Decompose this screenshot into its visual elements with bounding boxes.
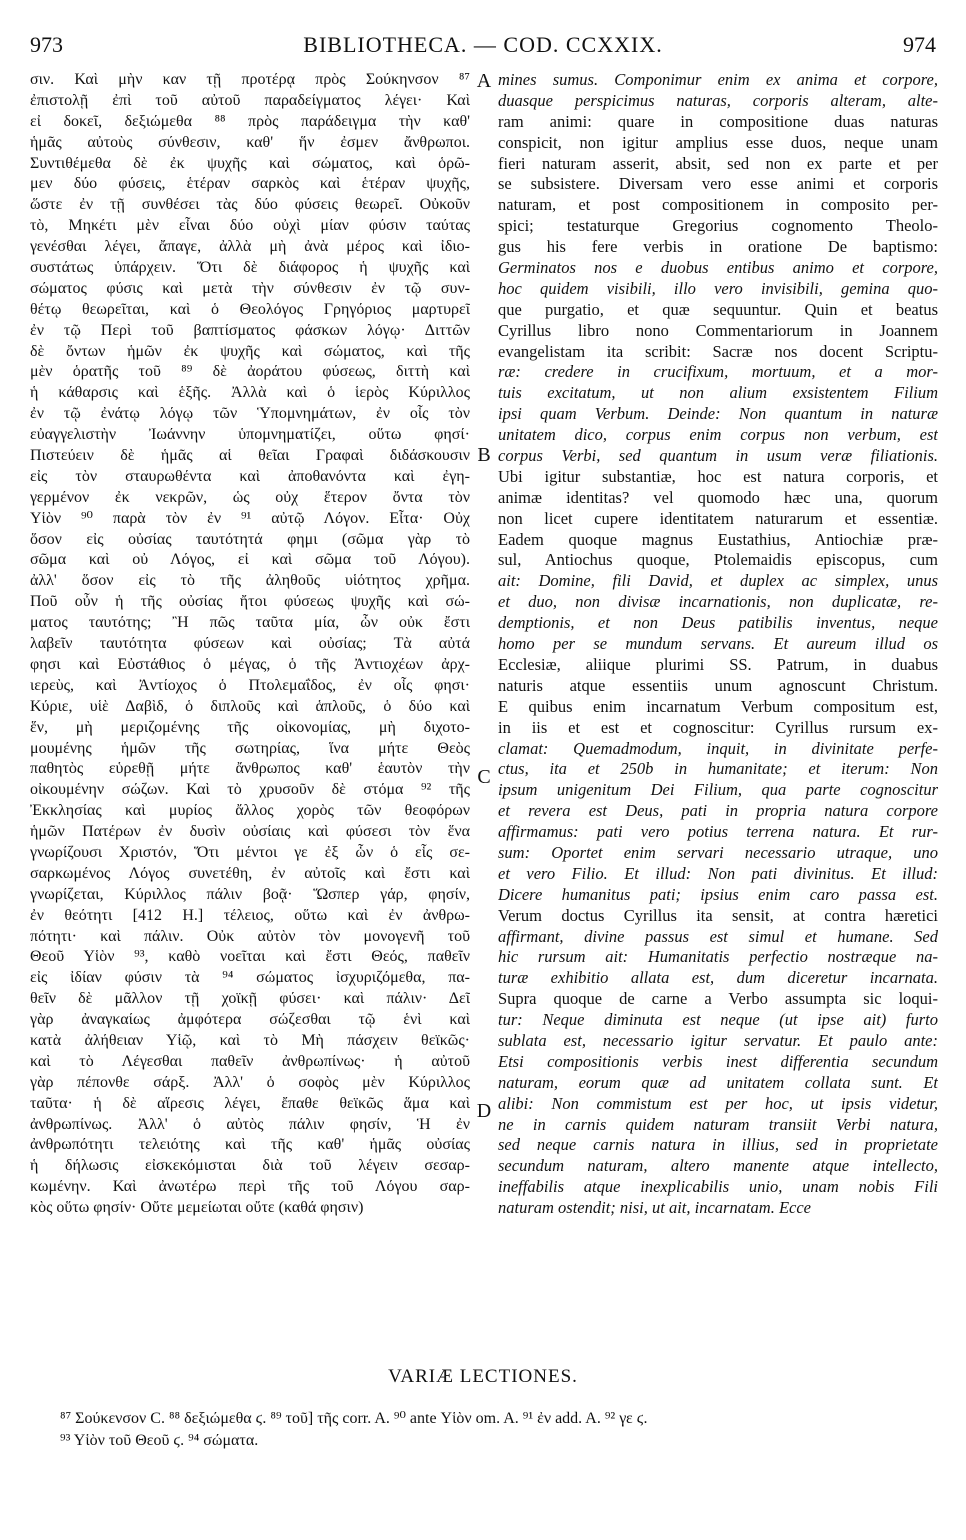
greek-text-line: θέτῳ θεωρεῖται, καὶ ὁ Θεολόγος Γρηγόριος μαρτυρεῖ: [30, 300, 470, 318]
greek-text-line: σαρκωμένος Λόγος συνετέθη, ἐν αὐτοῖς καὶ ἔστι καὶ: [30, 864, 470, 882]
greek-text-line: ὅσον εἰς οὐσίας ταυτότητά φημι (σῶμα γὰρ τὸ: [30, 530, 470, 548]
latin-text-line: Verum doctus Cyrillus ita sensit, at contra hæretici: [498, 905, 938, 925]
latin-text-line: ne in carnis quidem naturam transiit Verbi natura,: [498, 1114, 938, 1134]
greek-text-line: μουμένης ἡμῶν τῆς σωτηρίας, ἵνα μήτε Θεὸς: [30, 739, 470, 757]
greek-text-line: τὸ, Μηκέτι μὲν εἶναι δύο οὐχὶ μίαν φύσιν ταύτας: [30, 217, 470, 235]
latin-text-line: ctus, ita et 250b in humanitate; et iterum: Non: [498, 759, 938, 779]
greek-text-line: καὶ τὸ Λέγεσθαι παθεῖν ἀνθρωπίνως· ἡ αὐτοῦ: [30, 1052, 470, 1070]
page-number-right: 974: [903, 32, 936, 57]
greek-text-line: κατὰ ἀλήθειαν Υἱῷ, καὶ τὸ Μὴ πάσχειν θεϊκῶς·: [30, 1031, 470, 1049]
greek-column: [30, 70, 470, 1219]
latin-text-line: Ecclesiæ, aliique plurimi SS. Patrum, in duabus: [498, 654, 938, 674]
margin-letter-b: B: [477, 444, 491, 466]
latin-text-line: Supra quoque de carne a Verbo assumpta sic loqui-: [498, 989, 938, 1009]
greek-text-line: γὰρ πέπονθε σάρξ. Ἀλλ' ὁ σοφὸς μὲν Κύριλλος: [30, 1073, 470, 1091]
latin-text-line: hic rursum ait: Humanitatis perfectio nostræque na-: [498, 947, 938, 967]
variae-lectiones-title: VARIÆ LECTIONES.: [388, 1366, 578, 1387]
greek-text-line: ἐν θεότητι [412 H.] τέλειος, οὕτω καὶ ἐν ἀνθρω-: [30, 906, 470, 924]
greek-text-line: ἡ κάθαρσις καὶ ἑξῆς. Ἀλλὰ καὶ ὁ ἱερὸς Κύριλλος: [30, 384, 470, 402]
page-header: [30, 30, 936, 60]
latin-text-line: homo per se mundum servans. Et aureum illud os: [498, 634, 938, 654]
greek-text-line: Κύριε, υἱὲ Δαβὶδ, ὁ διπλοῦς καὶ ἁπλοῦς, ὁ δύο καὶ: [30, 697, 470, 715]
latin-text-line: corpus Verbi, sed quantum in usum veræ filiationis.: [498, 446, 938, 466]
latin-text-line: mines sumus. Componimur enim ex anima et corpore,: [498, 70, 938, 89]
latin-text-line: unitatem dico, corpus enim corpus non verbum, est: [498, 425, 938, 445]
latin-text-line: tuis excitatum, ut non alium exsistentem Filium: [498, 383, 938, 403]
greek-text-line: Ἐκκλησίας καὶ μυρίος ἄλλος χορὸς τῶν θεοφόρων: [30, 802, 470, 820]
margin-letter-c: C: [477, 766, 491, 788]
latin-text-line: que purgatio, et quæ sequuntur. Quin et beatus: [498, 299, 938, 319]
greek-text-line: Ποῦ οὖν ἡ τῆς οὐσίας ἤτοι φύσεως ψυχῆς καὶ σώ-: [30, 593, 470, 611]
greek-text-line: μὲν ὁρατῆς τοῦ ⁸⁹ δὲ ἀοράτου φύσεως, διττὴ καὶ: [30, 363, 470, 381]
greek-text-line: γερμένον ἐκ νεκρῶν, ὡς οὐχ ἕτερον ὄντα τὸν: [30, 488, 470, 506]
greek-text-line: κωμένην. Καὶ ἀνωτέρω περὶ τῆς τοῦ Λόγου σαρ-: [30, 1178, 470, 1196]
latin-text-line: ineffabilis atque inexplicabilis unio, unam nobis Fili: [498, 1177, 938, 1197]
greek-text-line: ἡμᾶς αὐτοὺς σύνθεσιν, καθ' ἥν ἐσμεν ἄνθρωποι.: [30, 133, 470, 151]
latin-text-line: evangelistam ita scribit: Sacræ nos docent Scriptu-: [498, 341, 938, 361]
margin-letter-a: A: [476, 70, 492, 92]
latin-text-line: Eadem quoque magnus Eustathius, Antiochiæ præ-: [498, 529, 938, 549]
latin-text-line: Germinatos nos e duobus entibus animo et corpore,: [498, 258, 938, 278]
greek-text-line: ταῦτα· ἡ δὲ αἵρεσις λέγει, ἔπαθε θεϊκῶς ἅμα καὶ: [30, 1094, 470, 1112]
greek-text-line: εἰς τὸν σταυρωθέντα καὶ ἀποθανόντα καὶ ἐγη-: [30, 467, 470, 485]
latin-text-line: gus his fere verbis in oratione De baptismo:: [498, 237, 938, 257]
latin-text-line: ipsi quam Verbum. Deinde: Non quantum in naturæ: [498, 404, 938, 424]
latin-text-line: turæ exhibitio allata est, dum diceretur incarnata.: [498, 968, 938, 988]
running-title: BIBLIOTHECA. — COD. CCXXIX.: [303, 32, 663, 57]
greek-text-line: ἐπιστολῇ ἐπὶ τοῦ αὐτοῦ παραδείγματος λέγει· Καὶ: [30, 91, 470, 109]
margin-letter-d: D: [476, 1100, 492, 1122]
greek-text-line: ὥστε ἐν τῇ συνθέσει τὰς δύο φύσεις θεωρεῖ. Οὐκοῦν: [30, 196, 470, 214]
latin-text-line: sum: Oportet enim servari necessario utraque, uno: [498, 842, 938, 862]
greek-text-line: ἀνθρωπότητι τελειότης καὶ τῆς καθ' ἡμᾶς οὐσίας: [30, 1136, 470, 1154]
greek-text-line: θεῖν δὲ μᾶλλον τῇ χοϊκῇ φύσει· καὶ πάλιν· Δεῖ: [30, 990, 470, 1008]
latin-text-line: fieri naturam asserit, absit, sed non ex parte et per: [498, 153, 938, 173]
greek-text-line: γνωρίζουσι Χριστόν, Ὅτι μέντοι γε ἐξ ὧν ὁ εἷς σε-: [30, 843, 470, 861]
greek-text-line: ματος ταυτότης; Ἢ πῶς ταῦτα μία, ὧν οὐκ ἔστι: [30, 614, 470, 632]
greek-text-line: λαβεῖν ταυτότητα φύσεων καὶ οὐσίας; Τὰ αὐτά: [30, 635, 470, 653]
latin-text-line: clamat: Quemadmodum, inquit, in divinitate perfe-: [498, 738, 938, 758]
greek-text-line: Πιστεύειν δὲ ἡμᾶς αἱ θεῖαι Γραφαὶ διδάσκουσιν: [30, 447, 470, 465]
latin-text-line: se subsistere. Diversam vero esse animi et corporis: [498, 174, 938, 194]
latin-text-line: in iis et est et cognoscitur: Cyrillus rursum ex-: [498, 717, 938, 737]
greek-text-line: Υἱὸν ⁹⁰ παρὰ τὸν ἐν ⁹¹ αὐτῷ Λόγον. Εἶτα· Οὐχ: [30, 509, 470, 527]
greek-text-line: φησι καὶ Εὐστάθιος ὁ μέγας, ὁ τῆς Ἀντιοχέων ἀρχ-: [30, 655, 470, 673]
greek-text-line: μεν δύο φύσεις, ἑτέραν σαρκὸς καὶ ἑτέραν ψυχῆς,: [30, 175, 470, 193]
greek-text-line: σῶμα καὶ οὐ Λόγος, εἰ καὶ σῶμα τοῦ Λόγου).: [30, 551, 470, 569]
latin-text-line: demptionis, et non Deus patibilis inventus, neque: [498, 613, 938, 633]
latin-text-line: duasque perspicimus naturas, corporis alteram, alte-: [498, 90, 938, 110]
latin-text-line: naturam, et post compositionem in composito per-: [498, 195, 938, 215]
greek-text-line: σιν. Καὶ μὴν καν τῇ προτέρᾳ πρὸς Σούκηνσον ⁸⁷: [30, 71, 470, 88]
latin-text-line: ram animi: quare in compositione duas naturas: [498, 111, 938, 131]
latin-text-line: tur: Neque diminuta est neque (ut ipse ait) furto: [498, 1010, 938, 1030]
latin-text-line: sed neque carnis natura in illius, sed in proprietate: [498, 1135, 938, 1155]
greek-text-line: ἡ δήλωσις εἰσκεκόμισται διὰ τοῦ λέγειν σεσαρ-: [30, 1157, 470, 1175]
latin-text-line: affirmamus: pati vero potius terrena natura. Et rur-: [498, 822, 938, 842]
greek-text-line: εἰ δοκεῖ, δεξιώμεθα ⁸⁸ πρὸς παράδειγμα τὴν καθ': [30, 112, 470, 130]
latin-text-line: Etsi compositionis verbis inest differentia secundum: [498, 1051, 938, 1071]
greek-text-line: γενέσθαι λέγει, ἄπαγε, ἀλλὰ μὴ ἀνὰ μέρος καὶ ἰδιο-: [30, 238, 470, 256]
latin-text-line: affirmant, divine passus est simul et humane. Sed: [498, 926, 938, 946]
latin-text-line: secundum naturam, altero manente atque intellecto,: [498, 1156, 938, 1176]
greek-text-line: πότητι· καὶ πάλιν. Οὐκ αὐτὸν τὸν μονογενῆ τοῦ: [30, 927, 470, 945]
greek-text-line: συστάτως ὑπάρχειν. Ὅτι δὲ διάφορος ἡ ψυχῆς καὶ: [30, 259, 470, 277]
greek-text-line: γνωρίζεται, Κύριλλος πάλιν βοᾷ· Ὥσπερ γάρ, φησίν,: [30, 885, 470, 903]
latin-text-line: spici; testaturque Gregorius cognomento Theolo-: [498, 216, 938, 236]
greek-text-line: σώματος φύσις καὶ μετὰ τὴν σύνθεσιν ἐν τῷ συν-: [30, 279, 470, 297]
latin-text-line: ræ: credere in crucifixum, mortuum, et a mor-: [498, 362, 938, 382]
greek-text-line: γὰρ ἀναγκαίως ἀμφότερα σώζεσθαι τῷ ἑνὶ καὶ: [30, 1011, 470, 1029]
latin-text-line: conspicit, non igitur amplius esse duos, neque unam: [498, 132, 938, 152]
greek-text-line: ἐν τῷ ἐνάτῳ λόγῳ τῶν Ὑπομνημάτων, ἐν οἷς τὸν: [30, 405, 470, 423]
latin-text-line: animæ identitas? vel quomodo hæc una, quorum: [498, 487, 938, 507]
latin-text-line: Dicere humanitus pati; ipsius enim caro passa est.: [498, 884, 938, 904]
greek-text-line: ἡμῶν Πατέρων ἐν δυσὶν οὐσίαις καὶ φύσεσι τὸν ἕνα: [30, 823, 470, 841]
latin-text-line: et revera est Deus, pati in propria natura corpore: [498, 801, 938, 821]
latin-text-line: non licet cupere identitatem naturarum et essentiæ.: [498, 508, 938, 528]
greek-text-line: ἕν, μὴ μεριζομένης τῆς οἰκονομίας, μὴ διχοτο-: [30, 718, 470, 736]
latin-text-line: Ubi igitur substantiæ, hoc est natura corporis, et: [498, 466, 938, 486]
latin-text-line: alibi: Non commistum est per hoc, ut ipsis videtur,: [498, 1093, 938, 1113]
latin-text-line: et duo, non divisæ incarnationis, non duplicatæ, re-: [498, 592, 938, 612]
greek-text-line: Συντιθέμεθα δὲ ἐκ ψυχῆς καὶ σώματος, καὶ ὁρῶ-: [30, 154, 470, 172]
greek-text-line: οἰκουμένην σώζων. Καὶ τὸ χρυσοῦν δὲ στόμα ⁹² τῆς: [30, 781, 470, 799]
greek-text-line: ἐν τῷ Περὶ τοῦ βαπτίσματος φάσκων λόγῳ· Διττῶν: [30, 321, 470, 339]
latin-text-line: naturam, eorum quæ ad unitatem collata sunt. Et: [498, 1072, 938, 1092]
greek-text-line: ιερεὺς, καὶ Ἀντίοχος ὁ Πτολεμαΐδος, ἐν οἷς φησι·: [30, 676, 470, 694]
greek-text-line: κὸς οὕτω φησίν· Οὔτε μεμείωται οὔτε (καθά φησιν): [30, 1199, 364, 1217]
latin-text-line: ait: Domine, fili David, et duplex ac simplex, unus: [498, 571, 938, 591]
latin-text-line: sublata est, necessario igitur servatur. Et paulo ante:: [498, 1030, 938, 1050]
latin-text-line: naturis atque essentiis unum agnoscunt Christum.: [498, 675, 938, 695]
greek-text-line: ἀλλ' ὅσον εἰς τὸ τῆς ἀληθοῦς υἱότητος χρῆμα.: [30, 572, 470, 590]
page-number-left: 973: [30, 32, 63, 57]
greek-text-line: Θεοῦ Υἱὸν ⁹³, καθὸ νοεῖται καὶ ἔστι Θεός, παθεῖν: [30, 948, 470, 966]
latin-text-line: E quibus enim incarnatum Verbum compositum est,: [498, 696, 938, 716]
latin-text-line: Cyrillus libro nono Commentariorum in Joannem: [498, 320, 938, 340]
greek-text-line: ἀνθρωπίνως. Ἀλλ' ὁ αὐτὸς πάλιν φησίν, Ἡ ἐν: [30, 1115, 470, 1133]
variant-notes-line-1: ⁸⁷ Σούκενσον C. ⁸⁸ δεξιώμεθα ϛ. ⁸⁹ τοῦ] τῆς corr. A. ⁹⁰ ante Υἱὸν om. A. ⁹¹ ἐν add. A. ⁹² γε ϛ.: [60, 1410, 648, 1427]
latin-text-line: et vero Filio. Et illud: Non pati divinitus. Et illud:: [498, 863, 938, 883]
latin-text-line: ipsum unigenitum Dei Filium, qua parte cognoscitur: [498, 780, 938, 800]
greek-text-line: παθητὸς εὑρεθῇ μήτε ἄνθρωπος καθ' ἑαυτὸν τὴν: [30, 760, 470, 778]
greek-text-line: δὲ ὄντων ἡμῶν ἐκ ψυχῆς καὶ σώματος, καὶ τῆς: [30, 342, 470, 360]
greek-text-line: εἰς ἰδίαν φύσιν τὰ ⁹⁴ σώματος ἰσχυριζόμεθα, πα-: [30, 969, 470, 987]
latin-text-line: sul, Antiochus quoque, Ptolemaidis episcopus, cum: [498, 550, 938, 570]
greek-text-line: εὐαγγελιστὴν Ἰωάννην ὑπομνηματίζει, οὕτω φησί·: [30, 426, 470, 444]
variant-notes-line-2: ⁹³ Υἱὸν τοῦ Θεοῦ ϛ. ⁹⁴ σώματα.: [60, 1432, 259, 1449]
latin-text-line: naturam ostendit; nisi, ut ait, incarnatam. Ecce: [498, 1198, 812, 1218]
latin-text-line: hoc quidem visibili, illo vero invisibili, gemina quo-: [498, 278, 938, 298]
latin-column: [498, 70, 938, 1219]
